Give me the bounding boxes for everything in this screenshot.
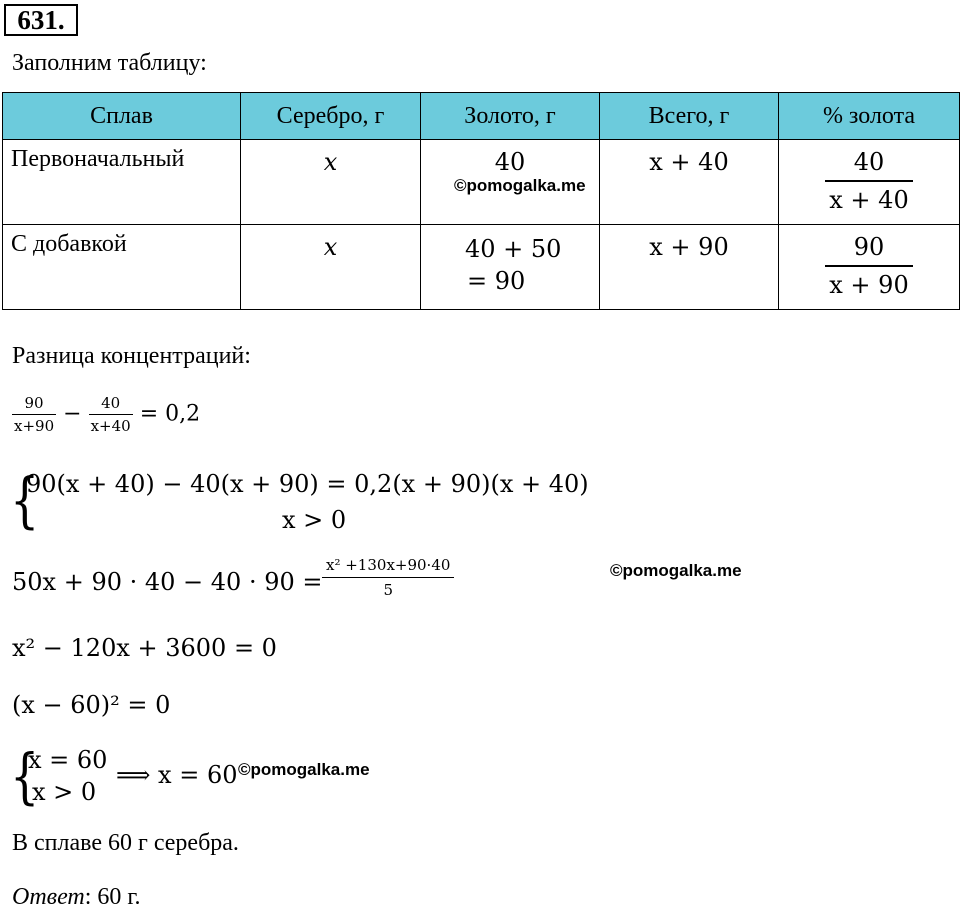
table-header-row bbox=[3, 93, 960, 140]
eq3-numerator: x² +130x+90·40 bbox=[326, 556, 451, 574]
difference-label: Разница концентраций: bbox=[12, 343, 251, 369]
equation-4: x² − 120x + 3600 = 0 bbox=[12, 634, 277, 662]
row1-gold: 40 bbox=[494, 148, 526, 176]
conclusion: В сплаве 60 г серебра. bbox=[12, 830, 239, 856]
answer-label: Ответ bbox=[12, 884, 85, 910]
system-brace-1: { bbox=[10, 464, 40, 535]
header-gold-percent: % золота bbox=[779, 93, 960, 140]
eq1-numerator-1: 90 bbox=[24, 394, 44, 412]
watermark: ©pomogalka.me bbox=[454, 176, 586, 195]
answer bbox=[12, 884, 141, 911]
header-gold: Золото, г bbox=[421, 93, 600, 140]
equation-1 bbox=[12, 394, 200, 435]
row2-gold-line2: = 90 bbox=[467, 267, 526, 295]
watermark: ©pomogalka.me bbox=[610, 561, 742, 580]
row2-gold-line1: 40 + 50 bbox=[465, 235, 562, 263]
system-2-result: ⟹ x = 60 bbox=[116, 761, 238, 789]
equation-5: (x − 60)² = 0 bbox=[12, 691, 171, 719]
eq1-numerator-2: 40 bbox=[101, 394, 121, 412]
row1-total: x + 40 bbox=[649, 148, 729, 176]
row2-silver: x bbox=[323, 233, 338, 261]
row2-percent-fraction bbox=[825, 233, 912, 299]
header-alloy: Сплав bbox=[3, 93, 241, 140]
watermark: ©pomogalka.me bbox=[238, 760, 370, 779]
row1-name: Первоначальный bbox=[3, 140, 241, 225]
eq1-rhs: = 0,2 bbox=[139, 401, 201, 427]
row1-silver: x bbox=[323, 148, 338, 176]
alloy-table bbox=[2, 92, 960, 310]
row1-percent-fraction bbox=[825, 148, 912, 214]
answer-value: : 60 г. bbox=[84, 884, 141, 910]
system-2-line-1: x = 60 bbox=[28, 746, 108, 774]
header-total: Всего, г bbox=[600, 93, 779, 140]
header-silver: Серебро, г bbox=[241, 93, 421, 140]
system-1-line-2: x > 0 bbox=[282, 506, 347, 534]
system-brace-2: { bbox=[10, 740, 40, 811]
intro-text: Заполним таблицу: bbox=[12, 50, 207, 76]
eq1-denominator-2: x+40 bbox=[89, 414, 133, 435]
equation-3-fraction bbox=[322, 556, 454, 599]
eq1-denominator-1: x+90 bbox=[12, 414, 56, 435]
row2-total: x + 90 bbox=[649, 233, 729, 261]
row2-name: С добавкой bbox=[3, 225, 241, 310]
equation-3-lhs: 50x + 90 · 40 − 40 · 90 = bbox=[12, 568, 323, 596]
row2-percent-numerator: 90 bbox=[853, 233, 885, 261]
system-1-line-1: 90(x + 40) − 40(x + 90) = 0,2(x + 90)(x + 40) bbox=[26, 470, 589, 498]
eq3-denominator: 5 bbox=[322, 577, 454, 599]
row1-percent-denominator: x + 40 bbox=[825, 180, 912, 214]
eq1-minus: − bbox=[63, 401, 82, 427]
row2-percent-denominator: x + 90 bbox=[825, 265, 912, 299]
table-row bbox=[3, 225, 960, 310]
problem-number: 631. bbox=[4, 4, 78, 36]
system-2-line-2: x > 0 bbox=[32, 778, 97, 806]
row1-percent-numerator: 40 bbox=[853, 148, 885, 176]
